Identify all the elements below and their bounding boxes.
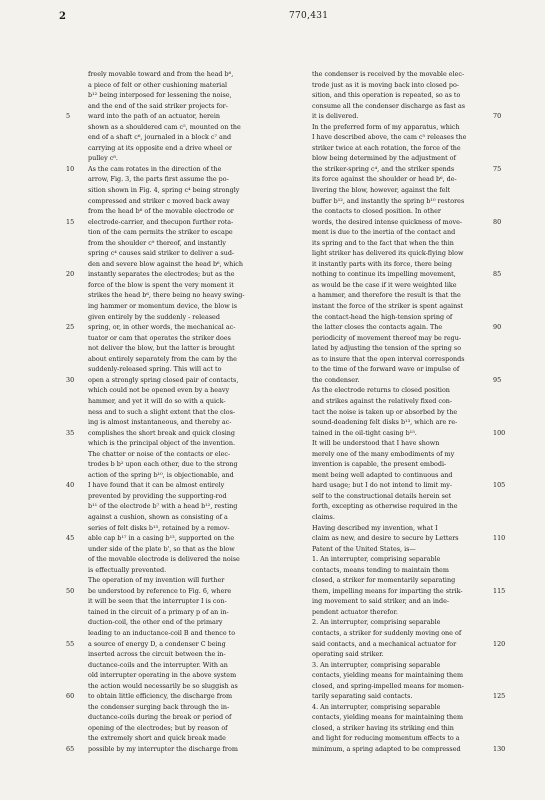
line-number: 115 <box>493 586 506 595</box>
text-line: tarily separating said contacts. <box>312 692 413 701</box>
text-line: contacts, yielding means for maintaining them <box>312 713 464 722</box>
line-number: 105 <box>493 481 506 490</box>
text-line: den and severe blow against the head b⁶, which <box>88 259 243 268</box>
text-line: to the time of the forward wave or impulse of <box>312 365 460 374</box>
text-line: a piece of felt or other cushioning material <box>88 80 228 89</box>
text-line: prevented by providing the supporting-rod <box>88 491 227 500</box>
text-line: ductance-coils during the break or period of <box>88 713 232 722</box>
text-line: not deliver the blow, but the latter is brought <box>88 344 235 353</box>
text-line: be understood by reference to Fig. 6, where <box>88 586 232 595</box>
text-line: ward into the path of an actuator, herein <box>88 112 220 121</box>
text-line: it will be seen that the interrupter I is con- <box>88 597 227 606</box>
text-line: sition, and this operation is repeated, so as to <box>312 91 461 100</box>
text-line: 1. An interrupter, comprising separable <box>312 555 441 564</box>
text-line: ing hammer or momentum device, the blow is <box>88 302 238 311</box>
text-line: 2. An interrupter, comprising separable <box>312 618 441 627</box>
line-number: 60 <box>66 692 75 701</box>
text-line: arrow, Fig. 3, the parts first assume the po- <box>88 175 229 184</box>
text-line: the condenser. <box>312 375 360 384</box>
text-line: shown as a shouldered cam c⁵, mounted on the <box>88 122 241 131</box>
text-line: given entirely by the suddenly - released <box>88 312 220 321</box>
text-line: to obtain little efficiency, the discharge from <box>88 692 233 701</box>
text-line: the condenser is received by the movable elec- <box>312 70 465 78</box>
line-number: 35 <box>66 428 75 437</box>
page-number: 2 <box>59 11 66 22</box>
line-number: 75 <box>493 164 502 173</box>
text-line: instant the force of the striker is spent against <box>312 302 464 311</box>
line-number: 25 <box>66 323 75 332</box>
text-line: sound-deadening felt disks b¹³, which are re- <box>312 418 458 427</box>
text-line: tained in the oil-tight casing b¹⁵. <box>312 428 417 437</box>
text-line: spring c⁴ causes said striker to deliver a sud- <box>88 249 235 258</box>
line-number: 90 <box>493 323 502 332</box>
text-line: light striker has delivered its quick-flying blow <box>312 249 464 258</box>
line-number: 10 <box>66 164 75 173</box>
text-line: duction-coil, the other end of the primary <box>88 618 223 627</box>
line-number: 15 <box>66 217 75 226</box>
text-line: trodes b b² upon each other, due to the strong <box>88 460 238 469</box>
text-line: claim as new, and desire to secure by Letters <box>312 534 459 543</box>
text-line: operating said striker. <box>312 650 384 659</box>
line-number: 65 <box>66 745 75 754</box>
text-line: 3. An interrupter, comprising separable <box>312 660 441 669</box>
text-line: which is the principal object of the invention. <box>88 439 236 448</box>
text-line: which could not be opened even by a heavy <box>88 386 230 395</box>
text-line: of the movable electrode is delivered the noise <box>88 555 240 564</box>
text-line: contacts, means tending to maintain them <box>312 565 449 574</box>
text-line: claims. <box>312 512 335 521</box>
text-line: ness and to such a slight extent that the clos- <box>88 407 236 416</box>
text-line: as to insure that the open interval corresponds <box>312 354 465 363</box>
text-line: livering the blow, however, against the felt <box>312 186 451 195</box>
text-line: lated by adjusting the tension of the spring so <box>312 344 462 353</box>
text-line: minimum, a spring adapted to be compressed <box>312 745 461 753</box>
text-line: freely movable toward and from the head b⁶, <box>88 70 234 78</box>
text-line: against a cushion, shown as consisting of a <box>88 512 228 521</box>
text-line: In the preferred form of my apparatus, which <box>312 122 460 131</box>
text-line: As the cam rotates in the direction of the <box>88 164 222 173</box>
text-line: series of felt disks b¹³, retained by a remov- <box>88 523 230 532</box>
text-line: ment is due to the inertia of the contact and <box>312 228 456 237</box>
text-line: about entirely separately from the cam by the <box>88 354 237 363</box>
text-line: said contacts, and a mechanical actuator for <box>312 639 457 648</box>
line-number: 120 <box>493 639 506 648</box>
text-line: It will be understood that I have shown <box>312 439 440 448</box>
text-line: periodicity of movement thereof may be regu- <box>312 333 462 342</box>
text-line: closed, a striker for momentarily separating <box>312 576 456 585</box>
text-line: trode just as it is moving back into closed po- <box>312 80 460 89</box>
text-line: from the shoulder c⁹ thereof, and instantly <box>88 238 226 247</box>
text-line: blow being determined by the adjustment of <box>312 154 456 163</box>
text-line: a hammer, and therefore the result is that the <box>312 291 461 300</box>
text-line: self to the constructional details herein set <box>312 491 452 500</box>
text-line: spring, or, in other words, the mechanical ac- <box>88 323 236 332</box>
text-line: Patent of the United States, is— <box>312 544 416 553</box>
text-line: I have found that it can be almost entirely <box>88 481 225 490</box>
text-line: as would be the case if it were weighted like <box>312 280 457 289</box>
line-number: 130 <box>493 745 506 754</box>
text-line: forth, excepting as otherwise required in the <box>312 502 458 511</box>
text-line: b¹¹ of the electrode b⁷ with a head b¹², resting <box>88 502 238 511</box>
text-line: is effectually prevented. <box>88 565 167 574</box>
text-line: ing is almost instantaneous, and thereby ac- <box>88 418 232 427</box>
line-number: 45 <box>66 534 75 543</box>
text-line: the extremely short and quick break made <box>88 734 226 743</box>
right-text-column <box>312 69 488 755</box>
text-line: As the electrode returns to closed position <box>312 386 450 395</box>
text-line: strikes the head b⁶, there being no heavy swing- <box>88 291 245 300</box>
left-text-column <box>88 69 303 755</box>
text-line: words, the desired intense quickness of move- <box>312 217 463 226</box>
text-line: compressed and striker c moved back away <box>88 196 230 205</box>
text-line: the contacts to closed position. In other <box>312 207 441 216</box>
text-line: suddenly-released spring. This will act to <box>88 365 222 374</box>
line-number: 50 <box>66 586 75 595</box>
text-line: the condenser surging back through the in- <box>88 702 230 711</box>
text-line: tuator or cam that operates the striker does <box>88 333 231 342</box>
text-line: b¹² being interposed for lessening the noise, <box>88 91 232 100</box>
text-line: sition shown in Fig. 4, spring c⁴ being strongly <box>88 186 240 195</box>
line-number: 95 <box>493 375 502 384</box>
text-line: the action would necessarily be so sluggish as <box>88 681 238 690</box>
text-line: its spring and to the fact that when the thin <box>312 238 454 247</box>
text-line: I have described above, the cam c⁵ releases the <box>312 133 467 142</box>
text-line: action of the spring b¹⁰, is objectionable, and <box>88 470 234 479</box>
text-line: consume all the condenser discharge as fast as <box>312 101 466 110</box>
text-line: merely one of the many embodiments of my <box>312 449 455 458</box>
text-line: opening of the electrodes; but by reason of <box>88 723 228 732</box>
text-line: ing movement to said striker, and an inde- <box>312 597 450 606</box>
line-number: 30 <box>66 375 75 384</box>
line-number: 55 <box>66 639 75 648</box>
text-line: and light for reducing momentum effects to a <box>312 734 460 743</box>
line-number: 80 <box>493 217 502 226</box>
text-line: tact the noise is taken up or absorbed by the <box>312 407 458 416</box>
text-line: ment being well adapted to continuous and <box>312 470 453 479</box>
text-line: leading to an inductance-coil B and thence to <box>88 628 236 637</box>
text-line: and the end of the said striker projects for- <box>88 101 228 110</box>
text-line: carrying at its opposite end a drive wheel or <box>88 143 232 152</box>
text-line: them, impelling means for imparting the strik- <box>312 586 463 595</box>
line-number: 100 <box>493 428 506 437</box>
text-line: under side of the plate b', so that as the blow <box>88 544 235 553</box>
text-line: a source of energy D, a condenser C being <box>88 639 226 648</box>
text-line: instantly separates the electrodes; but as the <box>88 270 235 279</box>
text-line: nothing to continue its impelling movement, <box>312 270 456 279</box>
line-number: 5 <box>66 112 71 121</box>
text-line: contacts, yielding means for maintaining them <box>312 671 464 680</box>
text-line: possible by my interrupter the discharge from <box>88 745 238 753</box>
text-line: end of a shaft c⁶, journaled in a block c⁷ and <box>88 133 232 142</box>
line-number: 40 <box>66 481 75 490</box>
text-line: from the head b⁶ of the movable electrode or <box>88 207 234 216</box>
text-line: pulley c⁸. <box>88 154 118 163</box>
text-line: tained in the circuit of a primary p of an in- <box>88 607 229 616</box>
text-line: contacts, a striker for suddenly moving one of <box>312 628 462 637</box>
text-line: it instantly parts with its force, there being <box>312 259 452 268</box>
text-line: its force against the shoulder or head b⁶, de- <box>312 175 457 184</box>
text-line: old interrupter operating in the above system <box>88 671 237 680</box>
text-line: the latter closes the contacts again. The <box>312 323 443 332</box>
line-number: 85 <box>493 270 502 279</box>
text-line: buffer b¹², and instantly the spring b¹⁰ restores <box>312 196 465 205</box>
line-number: 125 <box>493 692 506 701</box>
line-number: 70 <box>493 112 502 121</box>
text-line: hard usage; but I do not intend to limit my- <box>312 481 453 490</box>
text-line: able cap b¹⁷ in a casing b¹³, supported on the <box>88 534 235 543</box>
line-number: 20 <box>66 270 75 279</box>
text-line: ductance-coils and the interrupter. With an <box>88 660 228 669</box>
text-line: tion of the cam permits the striker to escape <box>88 228 233 237</box>
text-line: pendent actuator therefor. <box>312 607 398 616</box>
text-line: and strikes against the relatively fixed con- <box>312 396 453 405</box>
text-line: hammer, and yet it will do so with a quick- <box>88 396 226 405</box>
text-line: it is delivered. <box>312 112 359 121</box>
text-line: electrode-carrier, and thecupon further rota- <box>88 217 234 226</box>
text-line: 4. An interrupter, comprising separable <box>312 702 441 711</box>
line-number: 110 <box>493 534 506 543</box>
text-line: force of the blow is spent the very moment it <box>88 280 234 289</box>
text-line: Having described my invention, what I <box>312 523 438 532</box>
text-line: complishes the short break and quick closing <box>88 428 235 437</box>
patent-number: 770,431 <box>289 11 329 21</box>
text-line: the contact-head the high-tension spring of <box>312 312 453 321</box>
text-line: invention is capable, the present embodi- <box>312 460 447 469</box>
text-line: inserted across the circuit between the in- <box>88 650 226 659</box>
text-line: open a strongly spring closed pair of contacts, <box>88 375 239 384</box>
text-line: The chatter or noise of the contacts or elec- <box>88 449 231 458</box>
text-line: The operation of my invention will further <box>88 576 225 585</box>
text-line: striker twice at each rotation, the force of the <box>312 143 461 152</box>
text-line: the striker-spring c⁴, and the striker spends <box>312 164 455 173</box>
text-line: closed, and spring-impelled means for momen- <box>312 681 464 690</box>
text-line: closed, a striker having its striking end thin <box>312 723 454 732</box>
